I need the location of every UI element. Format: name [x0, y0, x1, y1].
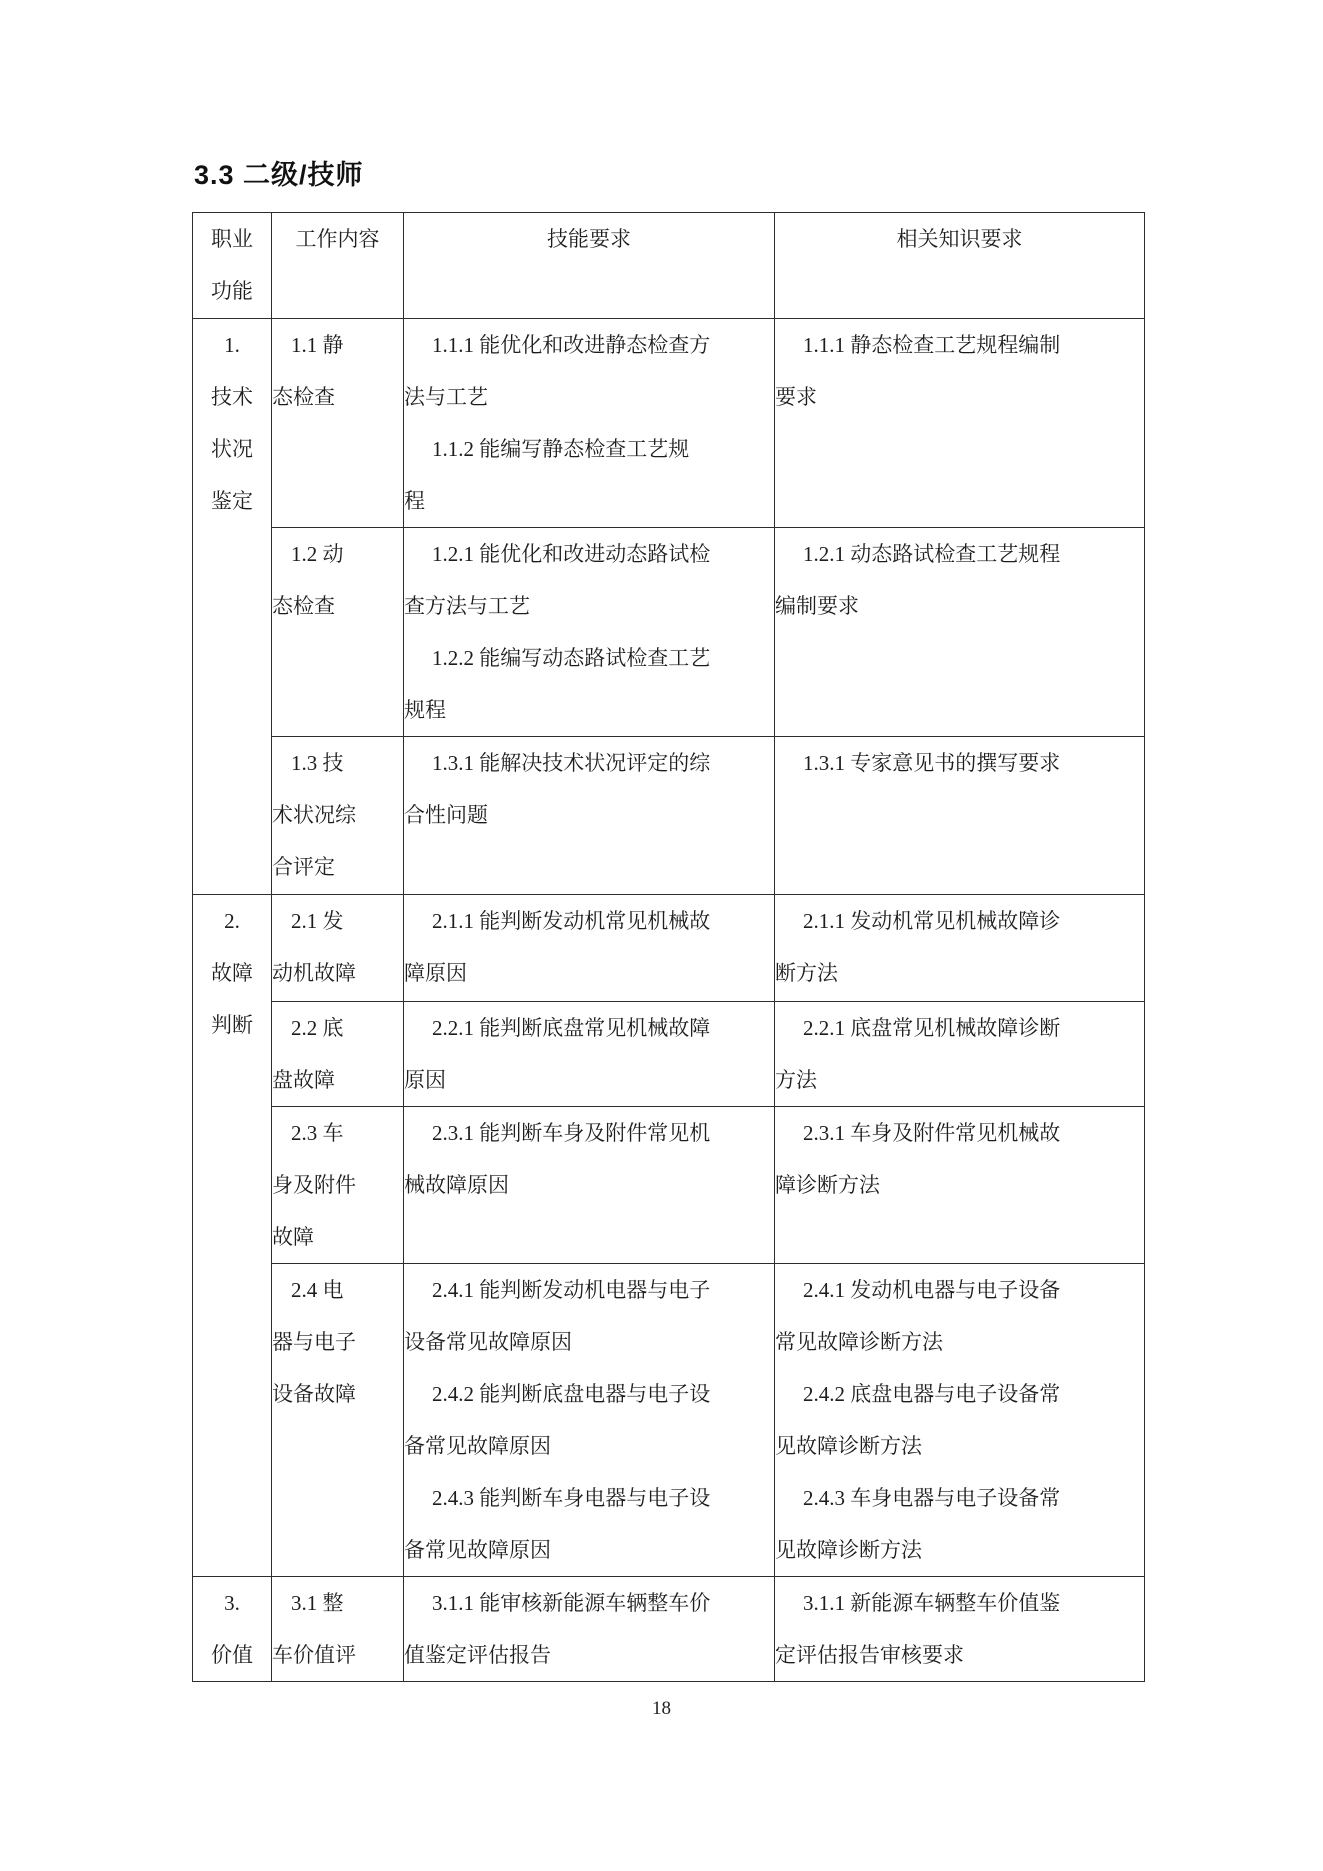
work-content-cell-1-2: [272, 528, 404, 737]
text-line: 故障: [272, 1225, 314, 1249]
skills-cell-1-2: [404, 528, 775, 737]
text-line: 1.1 静: [291, 333, 344, 357]
text-line: 1.3.1 专家意见书的撰写要求: [803, 751, 1061, 775]
text-line: 技能要求: [547, 227, 631, 251]
text-line: 职业: [211, 227, 253, 251]
work-content-cell-1-3: [272, 737, 404, 895]
text-line: 2.2.1 底盘常见机械故障诊断: [803, 1016, 1061, 1040]
text-line: 合评定: [272, 855, 335, 879]
header-cell-knowledge-requirements: [775, 213, 1145, 319]
text-line: 盘故障: [272, 1068, 335, 1092]
text-line: 动机故障: [272, 961, 356, 985]
text-line: 判断: [211, 1013, 253, 1037]
text-line: 2.3.1 车身及附件常见机械故: [803, 1121, 1061, 1145]
skills-cell-2-4: [404, 1264, 775, 1577]
work-content-cell-2-3: [272, 1107, 404, 1264]
text-line: 查方法与工艺: [404, 594, 530, 618]
table-row: [193, 737, 1145, 895]
text-line: 态检查: [272, 594, 335, 618]
page-number: 18: [652, 1698, 671, 1719]
skills-cell-1-3: [404, 737, 775, 895]
text-line: 工作内容: [295, 227, 380, 251]
text-line: 规程: [404, 698, 446, 722]
text-line: 2.1 发: [291, 909, 344, 933]
text-line: 2.4.1 能判断发动机电器与电子: [432, 1278, 711, 1302]
work-content-cell-1-1: [272, 319, 404, 528]
text-line: 2.2.1 能判断底盘常见机械故障: [432, 1016, 711, 1040]
section-cell-technical-condition-appraisal: [193, 319, 272, 895]
text-line: 2.4.1 发动机电器与电子设备: [803, 1278, 1061, 1302]
table-row: [193, 1002, 1145, 1107]
knowledge-cell-2-2: [775, 1002, 1145, 1107]
text-line: 技术: [211, 385, 253, 409]
text-line: 2.4.2 能判断底盘电器与电子设: [432, 1382, 711, 1406]
skills-cell-2-3: [404, 1107, 775, 1264]
text-line: 故障: [211, 961, 253, 985]
text-line: 械故障原因: [404, 1173, 509, 1197]
text-line: 备常见故障原因: [404, 1538, 551, 1562]
text-line: 程: [404, 489, 425, 513]
text-line: 1.: [224, 333, 240, 357]
text-line: 2.4.3 能判断车身电器与电子设: [432, 1486, 711, 1510]
knowledge-cell-1-3: [775, 737, 1145, 895]
header-cell-work-content: [272, 213, 404, 319]
page-title: 3.3 二级/技师: [194, 160, 364, 190]
work-content-cell-2-4: [272, 1264, 404, 1577]
text-line: 状况: [211, 437, 253, 461]
text-line: 1.2.1 动态路试检查工艺规程: [803, 542, 1061, 566]
table-row: [193, 1107, 1145, 1264]
text-line: 器与电子: [272, 1330, 356, 1354]
text-line: 3.: [224, 1591, 240, 1615]
text-line: 原因: [404, 1068, 446, 1092]
text-line: 定评估报告审核要求: [775, 1643, 964, 1667]
text-line: 1.1.2 能编写静态检查工艺规: [432, 437, 690, 461]
text-line: 见故障诊断方法: [775, 1434, 922, 1458]
text-line: 鉴定: [211, 489, 253, 513]
text-line: 设备常见故障原因: [404, 1330, 572, 1354]
text-line: 1.1.1 静态检查工艺规程编制: [803, 333, 1061, 357]
text-line: 值鉴定评估报告: [404, 1643, 551, 1667]
text-line: 1.3 技: [291, 751, 344, 775]
section-cell-fault-judgment: [193, 895, 272, 1577]
text-line: 3.1.1 能审核新能源车辆整车价: [432, 1591, 711, 1615]
text-line: 2.1.1 能判断发动机常见机械故: [432, 909, 711, 933]
text-line: 障诊断方法: [775, 1173, 880, 1197]
text-line: 身及附件: [272, 1173, 356, 1197]
work-content-cell-2-1: [272, 895, 404, 1002]
text-line: 合性问题: [404, 803, 488, 827]
text-line: 2.4.3 车身电器与电子设备常: [803, 1486, 1061, 1510]
header-cell-skill-requirements: [404, 213, 775, 319]
table-row: [193, 895, 1145, 1002]
text-line: 备常见故障原因: [404, 1434, 551, 1458]
table-row: [193, 319, 1145, 528]
text-line: 断方法: [775, 961, 838, 985]
text-line: 常见故障诊断方法: [775, 1330, 943, 1354]
text-line: 2.4.2 底盘电器与电子设备常: [803, 1382, 1061, 1406]
table-row: [193, 1577, 1145, 1682]
knowledge-cell-2-4: [775, 1264, 1145, 1577]
text-line: 1.3.1 能解决技术状况评定的综: [432, 751, 711, 775]
text-line: 编制要求: [775, 594, 859, 618]
text-line: 3.1.1 新能源车辆整车价值鉴: [803, 1591, 1061, 1615]
text-line: 方法: [775, 1068, 817, 1092]
text-line: 1.2.2 能编写动态路试检查工艺: [432, 646, 711, 670]
table-row: [193, 1264, 1145, 1577]
skills-cell-3-1: [404, 1577, 775, 1682]
work-content-cell-3-1: [272, 1577, 404, 1682]
header-row: [193, 213, 1145, 319]
standards-table: [192, 212, 1145, 1682]
text-line: 价值: [211, 1643, 253, 1667]
knowledge-cell-1-2: [775, 528, 1145, 737]
skills-cell-2-1: [404, 895, 775, 1002]
header-cell-job-function: [193, 213, 272, 319]
text-line: 1.2.1 能优化和改进动态路试检: [432, 542, 711, 566]
text-line: 1.1.1 能优化和改进静态检查方: [432, 333, 711, 357]
table-row: [193, 528, 1145, 737]
text-line: 1.2 动: [291, 542, 344, 566]
text-line: 相关知识要求: [896, 227, 1023, 251]
text-line: 2.4 电: [291, 1278, 344, 1302]
knowledge-cell-2-1: [775, 895, 1145, 1002]
skills-cell-2-2: [404, 1002, 775, 1107]
text-line: 2.3.1 能判断车身及附件常见机: [432, 1121, 711, 1145]
text-line: 2.: [224, 909, 240, 933]
text-line: 要求: [775, 385, 817, 409]
knowledge-cell-2-3: [775, 1107, 1145, 1264]
knowledge-cell-3-1: [775, 1577, 1145, 1682]
knowledge-cell-1-1: [775, 319, 1145, 528]
work-content-cell-2-2: [272, 1002, 404, 1107]
text-line: 3.1 整: [291, 1591, 344, 1615]
text-line: 见故障诊断方法: [775, 1538, 922, 1562]
text-line: 态检查: [272, 385, 335, 409]
skills-cell-1-1: [404, 319, 775, 528]
text-line: 术状况综: [272, 803, 356, 827]
text-line: 2.3 车: [291, 1121, 344, 1145]
text-line: 车价值评: [272, 1643, 356, 1667]
text-line: 设备故障: [272, 1382, 356, 1406]
text-line: 障原因: [404, 961, 467, 985]
text-line: 功能: [211, 279, 253, 303]
text-line: 法与工艺: [404, 385, 488, 409]
text-line: 2.2 底: [291, 1016, 344, 1040]
section-cell-value: [193, 1577, 272, 1682]
text-line: 2.1.1 发动机常见机械故障诊: [803, 909, 1061, 933]
